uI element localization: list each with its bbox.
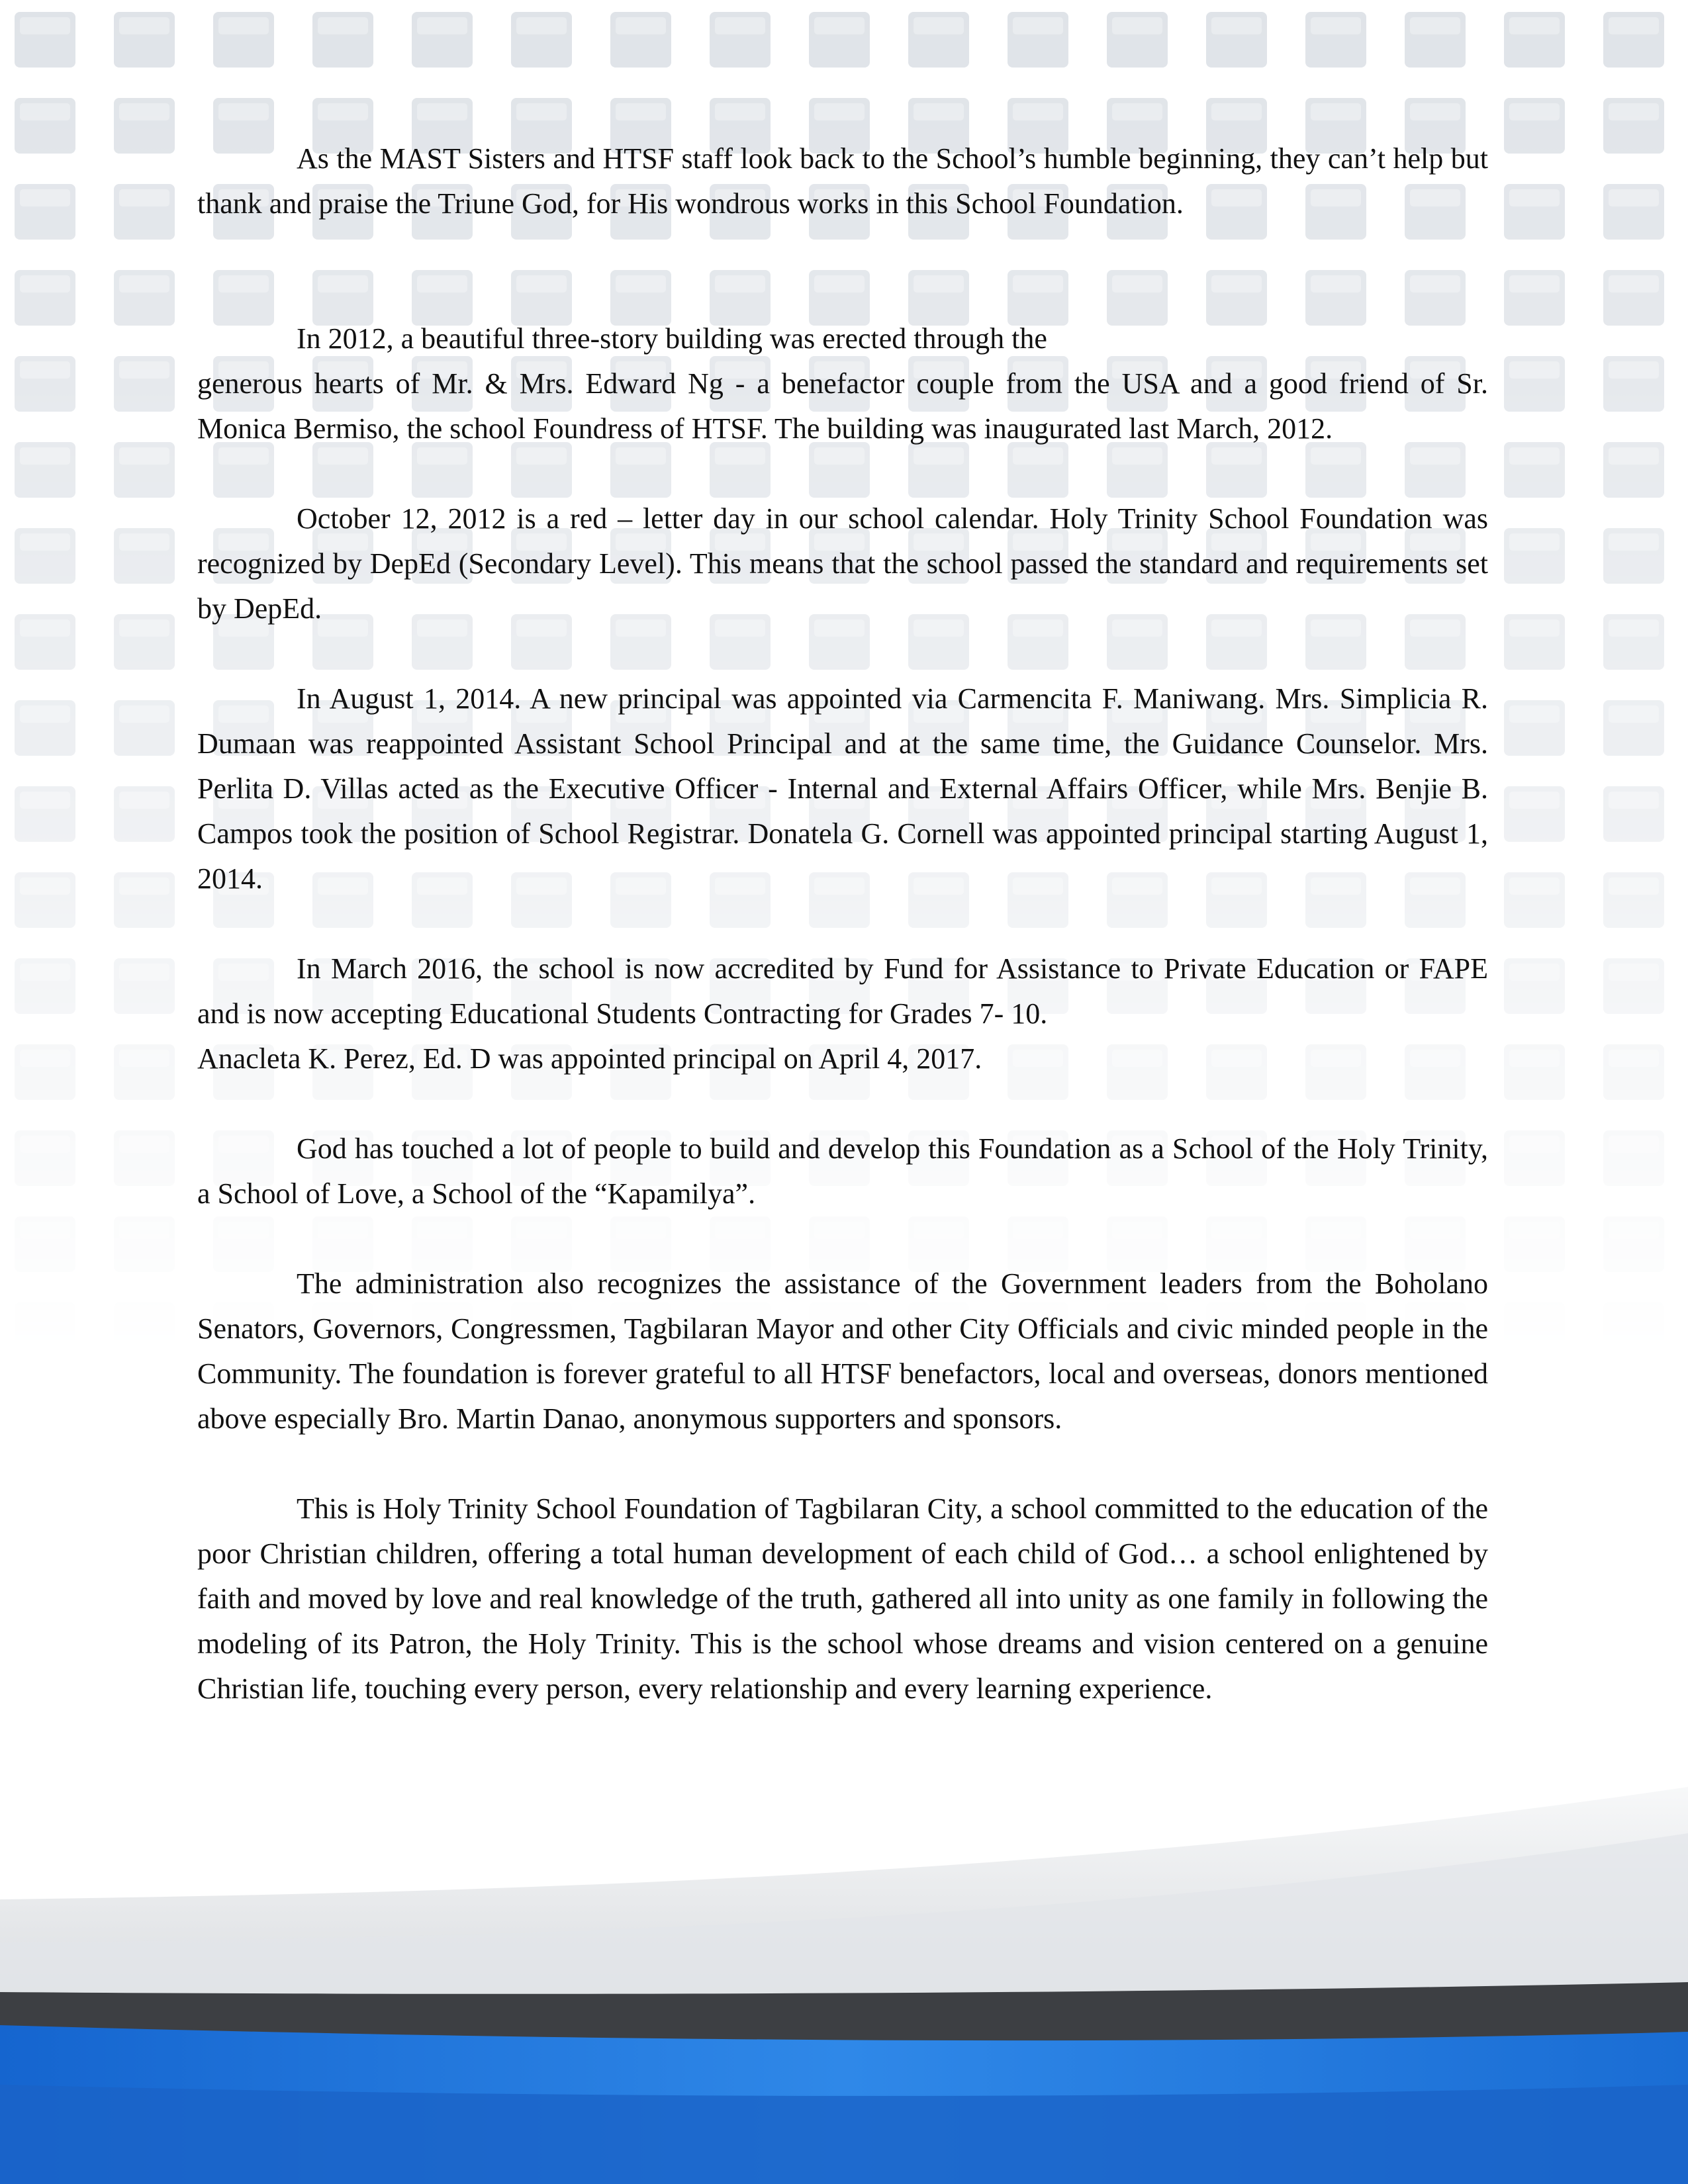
document-body (197, 136, 1488, 1711)
paragraph-closing: This is Holy Trinity School Foundation of Tagbilaran City, a school committed to the education of the poor Christian children, offering a total human development of each child of God… a school enlightened by faith and moved by love and real knowledge of the truth, gathered all into unity as one family in following the modeling of its Patron, the Holy Trinity. This is the school whose dreams and vision centered on a genuine Christian life, touching every person, every relationship and every learning experience. (197, 1492, 1488, 1705)
paragraph-building-2012-line1: In 2012, a beautiful three-story building was erected through the (297, 322, 1047, 355)
paragraph-god-touched: God has touched a lot of people to build and develop this Foundation as a School of the Holy Trinity, a School of Love, a School of the “Kapamilya”. (197, 1132, 1488, 1210)
paragraph-deped-recognition: October 12, 2012 is a red – letter day in our school calendar. Holy Trinity School Foundation was recognized by DepEd (Secondary Level). This means that the school passed the standard and requirements set by DepEd. (197, 502, 1488, 625)
paragraph-building-2012 (197, 316, 1488, 451)
blue-swoosh-highlight (0, 2085, 1688, 2184)
paragraph-government-leaders: The administration also recognizes the assistance of the Government leaders from the Boholano Senators, Governors, Congressmen, Tagbilaran Mayor and other City Officials and civic minded people in the Community. The foundation is forever grateful to all HTSF benefactors, local and overseas, donors mentioned above especially Bro. Martin Danao, anonymous supporters and sponsors. (197, 1267, 1488, 1435)
paragraph-mast-sisters: As the MAST Sisters and HTSF staff look back to the School’s humble beginning, they can’t help but thank and praise the Triune God, for His wondrous works in this School Foundation. (197, 142, 1488, 220)
paragraph-fape-2016-principal: Anacleta K. Perez, Ed. D was appointed principal on April 4, 2017. (197, 1042, 982, 1075)
paragraph-fape-2016-body: In March 2016, the school is now accredited by Fund for Assistance to Private Education or FAPE and is now accepting Educational Students Contracting for Grades 7- 10. (197, 952, 1488, 1030)
paragraph-fape-2016 (197, 946, 1488, 1081)
paragraph-building-2012-body: generous hearts of Mr. & Mrs. Edward Ng - a benefactor couple from the USA and a good friend of Sr. Monica Bermiso, the school Foundress of HTSF. The building was inaugurated last March, 2012. (197, 367, 1488, 445)
paragraph-principal-2014: In August 1, 2014. A new principal was appointed via Carmencita F. Maniwang. Mrs. Simplicia R. Dumaan was reappointed Assistant School Principal and at the same time, the Guidance Counselor. Mrs. Perlita D. Villas acted as the Executive Officer - Internal and External Affairs Officer, while Mrs. Benjie B. Campos took the position of School Registrar. Donatela G. Cornell was appointed principal starting August 1, 2014. (197, 682, 1488, 895)
